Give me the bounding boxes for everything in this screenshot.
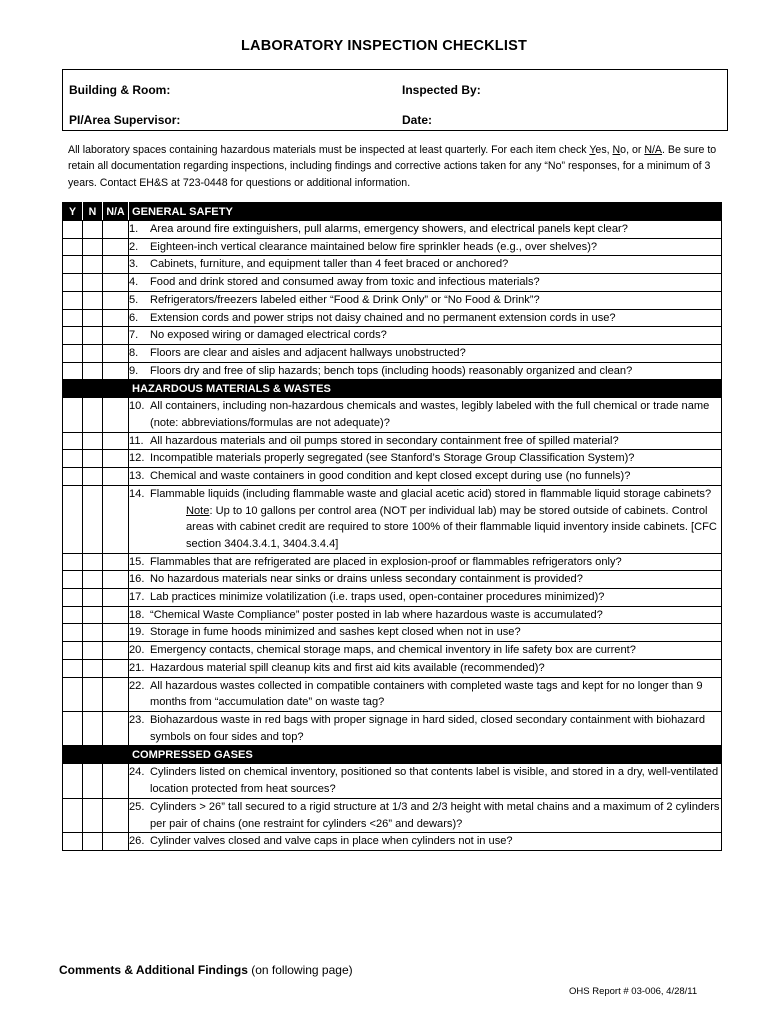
checklist-row (63, 468, 722, 486)
item-number: 24. (129, 766, 145, 779)
check-cell-no[interactable] (83, 432, 103, 450)
checklist-question (129, 468, 722, 486)
check-cell-yes[interactable] (63, 221, 83, 239)
check-cell-no[interactable] (83, 238, 103, 256)
item-number: 4. (129, 276, 139, 289)
pi-supervisor-label: PI/Area Supervisor: (69, 113, 181, 127)
check-cell-no[interactable] (83, 553, 103, 571)
check-cell-no[interactable] (83, 659, 103, 677)
item-number: 17. (129, 591, 145, 604)
check-cell-yes[interactable] (63, 642, 83, 660)
checklist-row (63, 677, 722, 711)
item-number: 13. (129, 470, 145, 483)
check-cell-yes[interactable] (63, 309, 83, 327)
checklist-row (63, 362, 722, 380)
checklist-question (129, 309, 722, 327)
check-cell-no[interactable] (83, 711, 103, 745)
check-cell-na[interactable] (103, 291, 129, 309)
check-cell-no[interactable] (83, 485, 103, 553)
building-room-label: Building & Room: (69, 83, 171, 97)
item-number: 21. (129, 661, 145, 674)
page-title: LABORATORY INSPECTION CHECKLIST (240, 38, 527, 54)
checklist-row (63, 764, 722, 798)
checklist-question (129, 344, 722, 362)
checklist-question (129, 798, 722, 832)
check-cell-na[interactable] (103, 764, 129, 798)
checklist-question (129, 571, 722, 589)
section-header-blank (103, 380, 129, 398)
checklist-question (129, 291, 722, 309)
item-text: Cylinders > 26” tall secured to a rigid structure at 1/3 and 2/3 height with metal chains and a maximum of 2 cylinders per pair of chains (one restraint for cylinders <26” and dewars)? (150, 800, 720, 830)
item-text: All containers, including non-hazardous chemicals and wastes, legibly labeled with the full chemical or trade name (note: abbreviations/formulas are not adequate)? (150, 400, 710, 430)
check-cell-na[interactable] (103, 309, 129, 327)
check-cell-na[interactable] (103, 485, 129, 553)
item-number: 20. (129, 644, 145, 657)
item-text: All hazardous materials and oil pumps stored in secondary containment free of spilled material? (150, 434, 619, 447)
checklist-question (129, 606, 722, 624)
check-cell-yes[interactable] (63, 238, 83, 256)
section-title: COMPRESSED GASES (129, 746, 722, 764)
section-header (63, 380, 722, 398)
checklist-row (63, 589, 722, 607)
item-text: Area around fire extinguishers, pull alarms, emergency showers, and electrical panels kept clear? (150, 223, 628, 235)
section-header (63, 746, 722, 764)
checklist-row (63, 398, 722, 432)
check-cell-yes[interactable] (63, 344, 83, 362)
section-header (63, 203, 722, 221)
inspection-checklist-table (62, 202, 722, 851)
checklist-row (63, 344, 722, 362)
column-header-n: N (83, 203, 103, 221)
item-text: Cylinder valves closed and valve caps in place when cylinders not in use? (150, 835, 513, 848)
check-cell-yes[interactable] (63, 274, 83, 292)
check-cell-no[interactable] (83, 256, 103, 274)
item-text: All hazardous wastes collected in compatible containers with completed waste tags and kept for no longer than 9 months from “accumulation date” on waste tag? (150, 679, 703, 709)
check-cell-yes[interactable] (63, 659, 83, 677)
check-cell-na[interactable] (103, 711, 129, 745)
check-cell-yes[interactable] (63, 798, 83, 832)
checklist-question (129, 659, 722, 677)
checklist-question (129, 327, 722, 345)
item-number: 22. (129, 679, 145, 692)
item-number: 7. (129, 329, 139, 342)
checklist-row (63, 659, 722, 677)
check-cell-no[interactable] (83, 327, 103, 345)
check-cell-no[interactable] (83, 398, 103, 432)
checklist-question (129, 624, 722, 642)
check-cell-na[interactable] (103, 571, 129, 589)
item-text: Refrigerators/freezers labeled either “Food & Drink Only” or “No Food & Drink”? (150, 293, 540, 306)
section-header-blank (63, 746, 83, 764)
item-number: 19. (129, 626, 145, 639)
item-text: Emergency contacts, chemical storage maps, and chemical inventory in life safety box are current? (150, 644, 636, 657)
checklist-row (63, 450, 722, 468)
item-text: Flammable liquids (including flammable waste and glacial acetic acid) stored in flammable liquid storage cabinets? (150, 487, 712, 500)
check-cell-no[interactable] (83, 221, 103, 239)
check-cell-yes[interactable] (63, 256, 83, 274)
checklist-question (129, 642, 722, 660)
check-cell-na[interactable] (103, 327, 129, 345)
check-cell-na[interactable] (103, 642, 129, 660)
item-text: No hazardous materials near sinks or drains unless secondary containment is provided? (150, 573, 583, 586)
item-text: Hazardous material spill cleanup kits and first aid kits available (recommended)? (150, 661, 545, 674)
checklist-question (129, 238, 722, 256)
checklist-question (129, 274, 722, 292)
check-cell-na[interactable] (103, 432, 129, 450)
check-cell-no[interactable] (83, 642, 103, 660)
item-number: 11. (129, 434, 144, 447)
checklist-question (129, 677, 722, 711)
checklist-row (63, 833, 722, 851)
item-number: 15. (129, 555, 145, 568)
check-cell-no[interactable] (83, 798, 103, 832)
checklist-question (129, 432, 722, 450)
item-note: Note: Up to 10 gallons per control area (NOT per individual lab) may be stored outside of cabinets. Control areas with cabinet credit are required to store 100% of their flammable liquid inventory inside cabinets. [CFC section 3404.3.4.1, 3404.3.4.4] (186, 504, 717, 550)
item-text: Food and drink stored and consumed away from toxic and infectious materials? (150, 276, 540, 289)
check-cell-no[interactable] (83, 291, 103, 309)
check-cell-yes[interactable] (63, 571, 83, 589)
check-cell-na[interactable] (103, 238, 129, 256)
check-cell-na[interactable] (103, 589, 129, 607)
checklist-row (63, 327, 722, 345)
item-text: Biohazardous waste in red bags with proper signage in hard sided, closed secondary containment with biohazard symbols on four sides and top? (150, 713, 706, 743)
checklist-row (63, 221, 722, 239)
item-text: Lab practices minimize volatilization (i.e. traps used, open-container procedures minimized)? (150, 591, 605, 604)
item-number: 5. (129, 293, 139, 306)
check-cell-na[interactable] (103, 398, 129, 432)
check-cell-yes[interactable] (63, 398, 83, 432)
check-cell-no[interactable] (83, 571, 103, 589)
instructions-paragraph: All laboratory spaces containing hazardous materials must be inspected at least quarterly. For each item check Yes, No, or N/A. Be sure to retain all documentation regarding inspections, including findings and corrective actions taken for any “No” responses, for a minimum of 3 years. Contact EH&S at 723-0448 for questions or additional information. (68, 144, 717, 189)
inspected-by-label: Inspected By: (402, 83, 481, 97)
check-cell-yes[interactable] (63, 432, 83, 450)
check-cell-no[interactable] (83, 309, 103, 327)
check-cell-no[interactable] (83, 274, 103, 292)
checklist-question (129, 485, 722, 553)
check-cell-na[interactable] (103, 256, 129, 274)
item-text: Eighteen-inch vertical clearance maintained below fire sprinkler heads (e.g., over shelves)? (150, 240, 598, 253)
check-cell-yes[interactable] (63, 291, 83, 309)
checklist-row (63, 711, 722, 745)
checklist-question (129, 221, 722, 239)
check-cell-na[interactable] (103, 624, 129, 642)
check-cell-yes[interactable] (63, 553, 83, 571)
check-cell-no[interactable] (83, 606, 103, 624)
section-header-blank (83, 746, 103, 764)
section-header-blank (103, 746, 129, 764)
checklist-row (63, 274, 722, 292)
item-number: 26. (129, 835, 145, 848)
checklist-row (63, 798, 722, 832)
check-cell-yes[interactable] (63, 677, 83, 711)
item-number: 6. (129, 311, 139, 324)
checklist-question (129, 450, 722, 468)
item-text: Floors are clear and aisles and adjacent hallways unobstructed? (150, 346, 466, 359)
check-cell-na[interactable] (103, 450, 129, 468)
item-number: 8. (129, 346, 139, 359)
check-cell-no[interactable] (83, 833, 103, 851)
checklist-question (129, 833, 722, 851)
checklist-question (129, 362, 722, 380)
check-cell-yes[interactable] (63, 362, 83, 380)
item-number: 3. (129, 258, 139, 271)
check-cell-yes[interactable] (63, 589, 83, 607)
item-text: Flammables that are refrigerated are placed in explosion-proof or flammables refrigerators only? (150, 555, 622, 568)
item-number: 14. (129, 487, 145, 500)
check-cell-na[interactable] (103, 677, 129, 711)
inspection-info-box (62, 69, 728, 131)
column-header-y: Y (63, 203, 83, 221)
check-cell-no[interactable] (83, 468, 103, 486)
check-cell-na[interactable] (103, 798, 129, 832)
item-text: Cabinets, furniture, and equipment taller than 4 feet braced or anchored? (150, 258, 509, 271)
check-cell-na[interactable] (103, 833, 129, 851)
item-text: Cylinders listed on chemical inventory, positioned so that contents label is visible, and stored in a dry, well-ventilated location protected from heat sources? (150, 766, 719, 796)
check-cell-no[interactable] (83, 677, 103, 711)
check-cell-no[interactable] (83, 450, 103, 468)
check-cell-yes[interactable] (63, 485, 83, 553)
check-cell-yes[interactable] (63, 711, 83, 745)
item-number: 12. (129, 452, 145, 465)
item-text: Chemical and waste containers in good condition and kept closed except during use (no funnels)? (150, 470, 631, 483)
checklist-row (63, 624, 722, 642)
check-cell-na[interactable] (103, 221, 129, 239)
check-cell-yes[interactable] (63, 833, 83, 851)
item-number: 1. (129, 223, 139, 235)
item-number: 10. (129, 400, 145, 413)
check-cell-na[interactable] (103, 362, 129, 380)
item-number: 18. (129, 608, 145, 621)
checklist-row (63, 642, 722, 660)
comments-heading: Comments & Additional Findings (on following page) (59, 963, 353, 977)
checklist-row (63, 571, 722, 589)
check-cell-yes[interactable] (63, 450, 83, 468)
checklist-question (129, 256, 722, 274)
check-cell-na[interactable] (103, 344, 129, 362)
checklist-row (63, 485, 722, 553)
item-text: Storage in fume hoods minimized and sashes kept closed when not in use? (150, 626, 521, 639)
check-cell-no[interactable] (83, 589, 103, 607)
check-cell-na[interactable] (103, 468, 129, 486)
item-text: “Chemical Waste Compliance” poster posted in lab where hazardous waste is accumulated? (150, 608, 603, 621)
item-text: Extension cords and power strips not daisy chained and no permanent extension cords in use? (150, 311, 616, 324)
checklist-row (63, 238, 722, 256)
date-label: Date: (402, 113, 433, 127)
checklist-question (129, 398, 722, 432)
column-header-na: N/A (103, 203, 129, 221)
item-number: 25. (129, 800, 145, 813)
checklist-row (63, 256, 722, 274)
item-number: 2. (129, 240, 139, 253)
check-cell-no[interactable] (83, 362, 103, 380)
check-cell-no[interactable] (83, 764, 103, 798)
check-cell-yes[interactable] (63, 327, 83, 345)
check-cell-na[interactable] (103, 659, 129, 677)
section-header-blank (83, 380, 103, 398)
item-text: Floors dry and free of slip hazards; bench tops (including hoods) reasonably organized and clean? (150, 364, 633, 377)
check-cell-na[interactable] (103, 274, 129, 292)
item-text: No exposed wiring or damaged electrical cords? (150, 329, 387, 342)
checklist-question (129, 553, 722, 571)
check-cell-na[interactable] (103, 606, 129, 624)
item-number: 16. (129, 573, 145, 586)
checklist-row (63, 432, 722, 450)
section-title: GENERAL SAFETY (129, 203, 722, 221)
check-cell-yes[interactable] (63, 468, 83, 486)
item-number: 9. (129, 364, 139, 377)
check-cell-no[interactable] (83, 624, 103, 642)
checklist-row (63, 606, 722, 624)
section-title: HAZARDOUS MATERIALS & WASTES (129, 380, 722, 398)
checklist-question (129, 711, 722, 745)
section-header-blank (63, 380, 83, 398)
check-cell-yes[interactable] (63, 624, 83, 642)
item-text: Incompatible materials properly segregated (see Stanford’s Storage Group Classification System)? (150, 452, 635, 465)
checklist-row (63, 309, 722, 327)
check-cell-yes[interactable] (63, 606, 83, 624)
item-number: 23. (129, 713, 145, 726)
checklist-question (129, 589, 722, 607)
checklist-question (129, 764, 722, 798)
check-cell-na[interactable] (103, 553, 129, 571)
checklist-row (63, 291, 722, 309)
report-footer: OHS Report # 03-006, 4/28/11 (569, 986, 698, 997)
check-cell-no[interactable] (83, 344, 103, 362)
check-cell-yes[interactable] (63, 764, 83, 798)
checklist-row (63, 553, 722, 571)
